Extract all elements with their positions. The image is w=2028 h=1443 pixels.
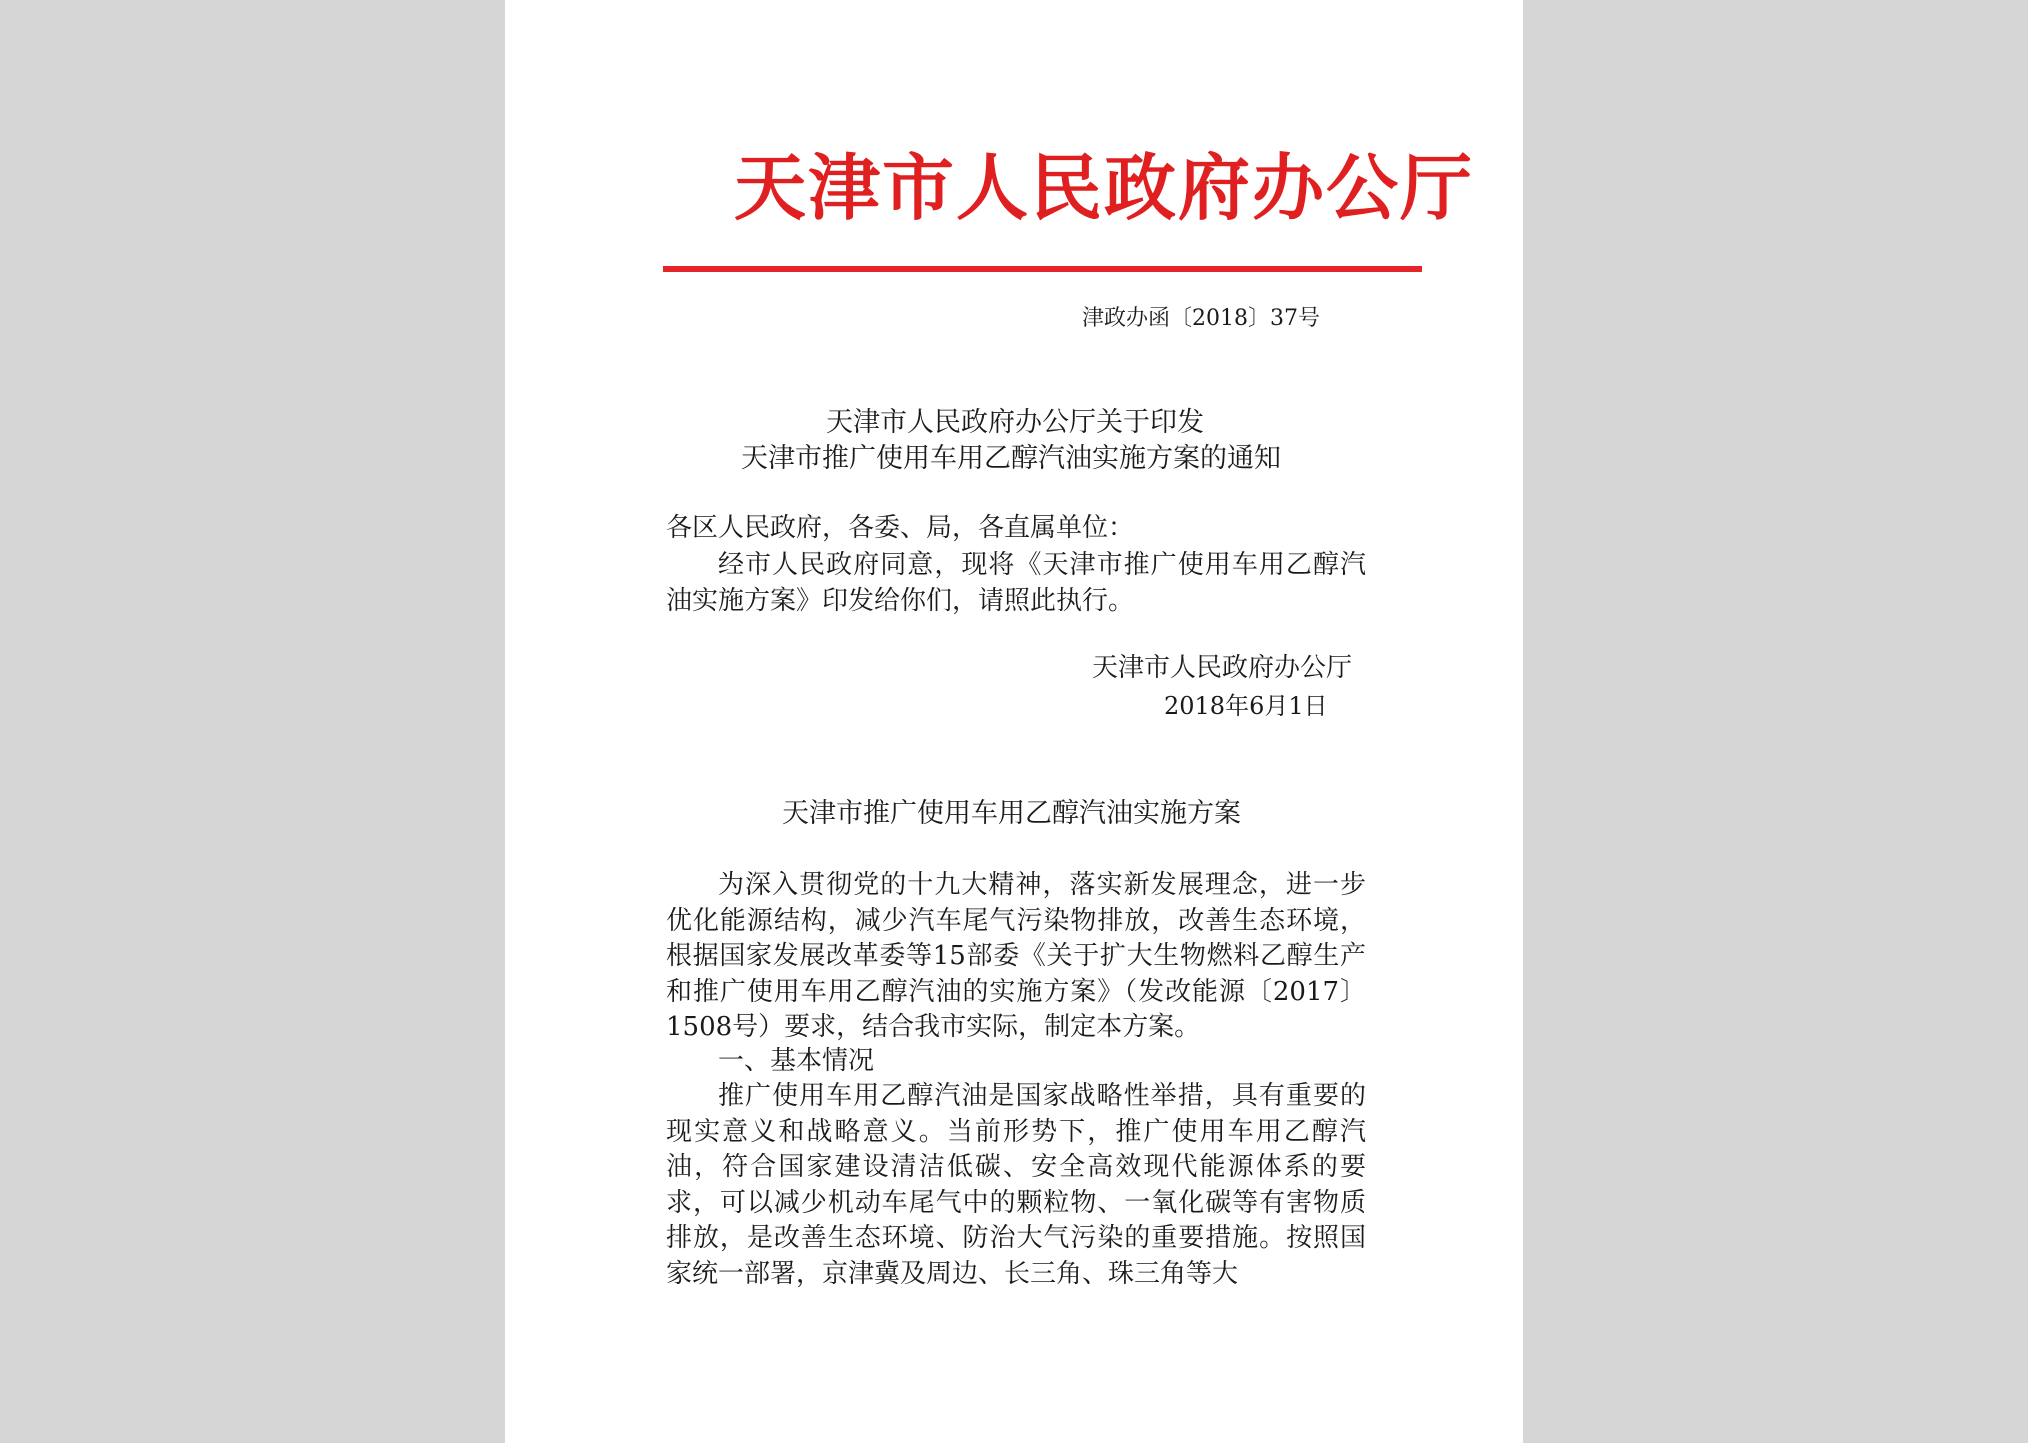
notice-title-line2: 天津市推广使用车用乙醇汽油实施方案的通知 <box>741 443 1281 474</box>
document-number: 津政办函〔2018〕37号 <box>1082 306 1320 331</box>
letterhead-red-rule <box>663 266 1422 272</box>
signature-date: 2018年6月1日 <box>1164 692 1328 720</box>
signature-organization: 天津市人民政府办公厅 <box>1092 653 1353 683</box>
letterhead-title: 天津市人民政府办公厅 <box>734 145 1475 230</box>
plan-title: 天津市推广使用车用乙醇汽油实施方案 <box>782 798 1241 829</box>
notice-body-paragraph: 经市人民政府同意，现将《天津市推广使用车用乙醇汽油实施方案》印发给你们，请照此执行。 <box>666 550 1366 616</box>
section-heading: 一、基本情况 <box>718 1046 875 1076</box>
section-body-paragraph: 推广使用车用乙醇汽油是国家战略性举措，具有重要的现实意义和战略意义。当前形势下，推广使用车用乙醇汽油，符合国家建设清洁低碳、安全高效现代能源体系的要求，可以减少机动车尾气中的颗粒物、一氧化碳等有害物质排放，是改善生态环境、防治大气污染的重要措施。按照国家统一部署，京津冀及周边、长三角、珠三角等大 <box>666 1081 1366 1289</box>
notice-title-line1: 天津市人民政府办公厅关于印发 <box>826 407 1204 438</box>
addressee: 各区人民政府，各委、局，各直属单位： <box>666 513 1135 543</box>
plan-intro-paragraph: 为深入贯彻党的十九大精神，落实新发展理念，进一步优化能源结构，减少汽车尾气污染物排放，改善生态环境，根据国家发展改革委等15部委《关于扩大生物燃料乙醇生产和推广使用车用乙醇汽油的实施方案》（发改能源〔2017〕1508号）要求，结合我市实际，制定本方案。 <box>666 870 1366 1042</box>
